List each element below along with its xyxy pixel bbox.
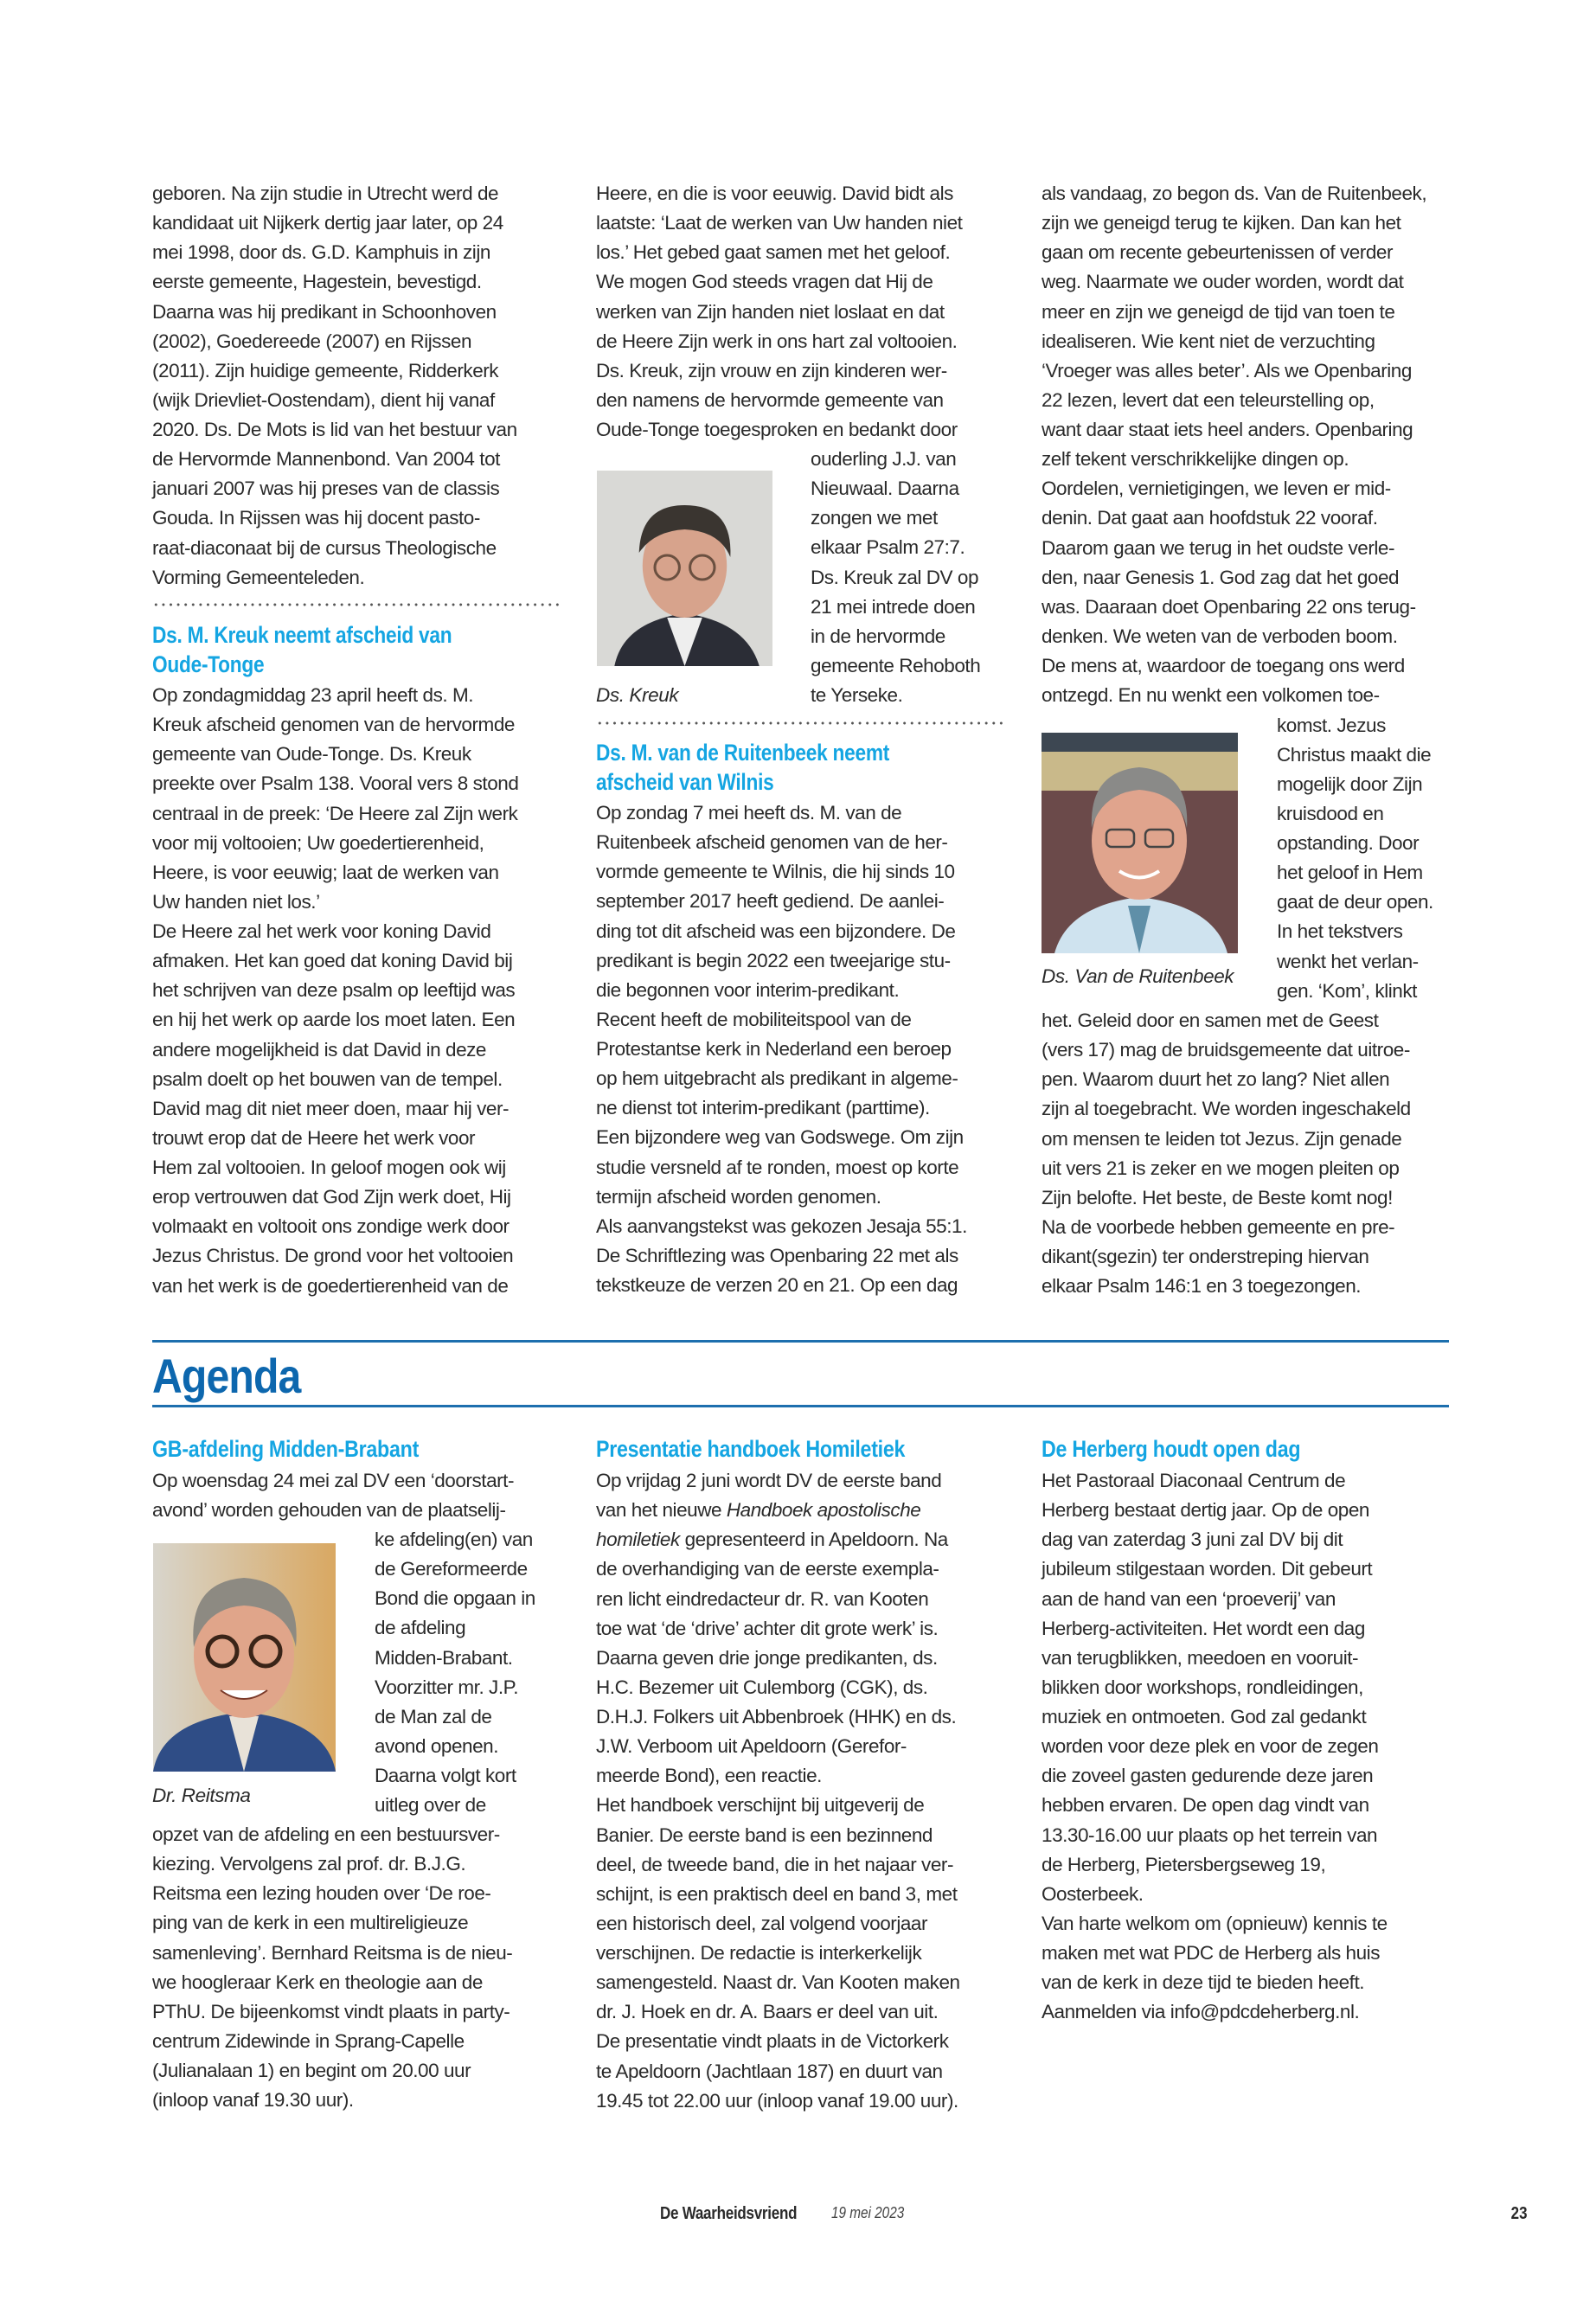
text-line: Reitsma een lezing houden over ‘De roe- xyxy=(152,1882,491,1905)
text-line: want daar staat iets heel anders. Openbaring xyxy=(1042,419,1413,440)
text-line: psalm doelt op het bouwen van de tempel. xyxy=(152,1067,503,1090)
text-line: PThU. De bijeenkomst vindt plaats in party- xyxy=(152,2000,510,2022)
text-line: Protestantse kerk in Nederland een beroep xyxy=(596,1038,952,1060)
text-line: was. Daaraan doet Openbaring 22 ons terug- xyxy=(1042,595,1416,618)
text-line: de Heere Zijn werk in ons hart zal voltooien. xyxy=(596,330,958,352)
text-line: van het werk is de goedertierenheid van de xyxy=(152,1274,509,1297)
text-line: Oosterbeek. xyxy=(1042,1882,1144,1905)
text-line xyxy=(596,1525,960,1554)
photo-caption: Ds. Kreuk xyxy=(596,684,679,706)
text-line: mogelijk door Zijn xyxy=(1277,772,1423,795)
text-line: op hem uitgebracht als predikant in algeme- xyxy=(596,1067,958,1090)
text-line: ke afdeling(en) van xyxy=(375,1529,533,1550)
text-line: raat-diaconaat bij de cursus Theologische xyxy=(152,536,497,559)
text-line: geboren. Na zijn studie in Utrecht werd de xyxy=(152,183,499,204)
text-line: Heere, en die is voor eeuwig. David bidt als xyxy=(596,183,953,204)
text-line: Uw handen niet los.’ xyxy=(152,890,320,913)
text-line: opstanding. Door xyxy=(1277,832,1420,854)
text-line: idealiseren. Wie kent niet de verzuchting xyxy=(1042,330,1375,352)
text-line: gaan om recente gebeurtenissen of verder xyxy=(1042,241,1394,264)
dotted-separator xyxy=(152,603,561,606)
photo-caption: Ds. Van de Ruitenbeek xyxy=(1042,965,1234,987)
text-line: komst. Jezus xyxy=(1277,714,1386,736)
text-line: kruisdood en xyxy=(1277,802,1384,824)
text-line: Herberg bestaat dertig jaar. Op de open xyxy=(1042,1499,1369,1522)
text-line: Daarna geven drie jonge predikanten, ds. xyxy=(596,1646,938,1669)
text-line: Christus maakt die xyxy=(1277,743,1432,766)
page-number: 23 xyxy=(1510,2204,1528,2223)
dotted-separator xyxy=(596,721,1004,725)
text-line: Herberg-activiteiten. Het wordt een dag xyxy=(1042,1617,1365,1639)
text-line: die zoveel gasten gedurende deze jaren xyxy=(1042,1765,1374,1787)
text-line: Op vrijdag 2 juni wordt DV de eerste band xyxy=(596,1470,942,1491)
text-line: zijn al toegebracht. We worden ingeschakeld xyxy=(1042,1098,1411,1120)
text-line: avond’ worden gehouden van de plaatselij- xyxy=(152,1499,506,1522)
text-line: zongen we met xyxy=(811,507,938,529)
text-line: Oude-Tonge xyxy=(152,651,265,678)
text-line: Op zondag 7 mei heeft ds. M. van de xyxy=(596,802,902,824)
text-line: en hij het werk op aarde los moet laten. Een xyxy=(152,1009,516,1031)
text-line: H.C. Bezemer uit Culemborg (CGK), ds. xyxy=(596,1676,928,1698)
text-line: elkaar Psalm 146:1 en 3 toegezongen. xyxy=(1042,1275,1362,1298)
text-line: elkaar Psalm 27:7. xyxy=(811,536,965,559)
text-line: Op woensdag 24 mei zal DV een ‘doorstart- xyxy=(152,1470,515,1491)
text-line: Daarom gaan we terug in het oudste verle- xyxy=(1042,536,1395,559)
text-line: afmaken. Het kan goed dat koning David bij xyxy=(152,950,513,972)
text-line: Jezus Christus. De grond voor het voltooien xyxy=(152,1245,514,1267)
text-line: maken met wat PDC de Herberg als huis xyxy=(1042,1942,1381,1964)
text-line: den namens de hervormde gemeente van xyxy=(596,388,944,411)
text-line: 19.45 tot 22.00 uur (inloop vanaf 19.00 uur). xyxy=(596,2089,958,2112)
publication-name: De Waarheidsvriend xyxy=(660,2204,798,2223)
text-line: De Heere zal het werk voor koning David xyxy=(152,920,491,942)
text-line: Ruitenbeek afscheid genomen van de her- xyxy=(596,831,948,854)
text-line: Nieuwaal. Daarna xyxy=(811,478,959,500)
text-line: trouwt erop dat de Heere het werk voor xyxy=(152,1126,476,1149)
text-line: Oude-Tonge toegesproken en bedankt door xyxy=(596,419,958,440)
text-line: Ds. Kreuk, zijn vrouw en zijn kinderen wer- xyxy=(596,359,947,381)
text-line: ouderling J.J. van xyxy=(811,448,957,470)
text-line: de afdeling xyxy=(375,1617,466,1639)
text-line: weg. Naarmate we ouder worden, wordt dat xyxy=(1042,271,1404,293)
text-line: centrum Zidewinde in Sprang-Capelle xyxy=(152,2029,465,2052)
text-line: januari 2007 was hij preses van de classis xyxy=(152,478,500,500)
text-line: kiezing. Vervolgens zal prof. dr. B.J.G. xyxy=(152,1853,466,1875)
text-line: Voorzitter mr. J.P. xyxy=(375,1676,519,1698)
text-line xyxy=(596,1496,960,1525)
text-line: Aanmelden via info@pdcdeherberg.nl. xyxy=(1042,2001,1360,2023)
text-line: Daarna was hij predikant in Schoonhoven xyxy=(152,300,497,323)
text-line: uit vers 21 is zeker en we mogen pleiten op xyxy=(1042,1157,1400,1179)
text-line: werken van Zijn handen niet loslaat en dat xyxy=(596,300,945,323)
text-line: Ds. Kreuk zal DV op xyxy=(811,566,979,588)
text-line: ping van de kerk in een multireligieuze xyxy=(152,1912,469,1934)
text-line: Het handboek verschijnt bij uitgeverij de xyxy=(596,1794,925,1817)
text-line: Daarna volgt kort xyxy=(375,1765,516,1786)
text-line: ne dienst tot interim-predikant (parttime). xyxy=(596,1097,930,1119)
text-line: los.’ Het gebed gaat samen met het geloof. xyxy=(596,241,951,264)
text-line: die begonnen voor interim-predikant. xyxy=(596,978,900,1001)
text-line: de Herberg, Pietersbergseweg 19, xyxy=(1042,1853,1326,1875)
text-line: (wijk Drievliet-Oostendam), dient hij vanaf xyxy=(152,388,495,411)
text-line: Banier. De eerste band is een bezinnend xyxy=(596,1823,933,1846)
text-line: samenleving’. Bernhard Reitsma is de nieu- xyxy=(152,1941,513,1964)
text-line: een historisch deel, zal volgend voorjaar xyxy=(596,1912,928,1934)
text-line: het schrijven van deze psalm op leeftijd was xyxy=(152,979,516,1002)
text-line: meer en zijn we geneigd de tijd van toen te xyxy=(1042,300,1395,323)
text-line: Heere, is voor eeuwig; laat de werken van xyxy=(152,861,499,883)
article-body-kreuk-col1 xyxy=(152,681,518,1301)
article-body-ruitenbeek-end xyxy=(1042,1006,1411,1301)
text-line: Hem zal voltooien. In geloof mogen ook wij xyxy=(152,1157,506,1178)
agenda-title: Agenda xyxy=(152,1349,301,1403)
article-heading-kreuk xyxy=(152,620,509,679)
italic-text: homiletiek xyxy=(596,1529,680,1551)
text-line: dr. J. Hoek en dr. A. Baars er deel van uit. xyxy=(596,2001,939,2023)
text-line: voor mij voltooien; Uw goedertierenheid, xyxy=(152,831,484,854)
text-line: gen. ‘Kom’, klinkt xyxy=(1277,979,1417,1002)
text-line: te Apeldoorn (Jachtlaan 187) en duurt van xyxy=(596,2060,943,2082)
text-line: ontzegd. En nu wenkt een volkomen toe- xyxy=(1042,684,1380,707)
text-line: de Hervormde Mannenbond. Van 2004 tot xyxy=(152,448,500,471)
text-line: als vandaag, zo begon ds. Van de Ruitenbeek, xyxy=(1042,183,1427,204)
text-line: vormde gemeente te Wilnis, die hij sinds 10 xyxy=(596,861,955,883)
text-line: schijnt, is een praktisch deel en band 3, met xyxy=(596,1882,958,1905)
text-line: laatste: ‘Laat de werken van Uw handen niet xyxy=(596,212,963,234)
text-line: termijn afscheid worden genomen. xyxy=(596,1185,881,1208)
agenda-bottom-rule xyxy=(152,1405,1449,1407)
text-line: denken. We weten van de verboden boom. xyxy=(1042,625,1398,647)
text-line: verschijnen. De redactie is interkerkelijk xyxy=(596,1942,922,1964)
agenda-body-gb-afdeling-end xyxy=(152,1820,512,2115)
text-line: centraal in de preek: ‘De Heere zal Zijn werk xyxy=(152,802,518,824)
text-line: Vorming Gemeenteleden. xyxy=(152,566,365,588)
text-line: muziek en ontmoeten. God zal gedankt xyxy=(1042,1706,1367,1727)
text-line: het geloof in Hem xyxy=(1277,862,1423,884)
text-line: Als aanvangstekst was gekozen Jesaja 55:1. xyxy=(596,1215,967,1237)
text-line: J.W. Verboom uit Apeldoorn (Gerefor- xyxy=(596,1735,907,1758)
article-heading-ruitenbeek xyxy=(596,738,945,797)
text-line: van de kerk in deze tijd te bieden heeft. xyxy=(1042,1971,1365,1994)
photo-caption: Dr. Reitsma xyxy=(152,1785,251,1806)
article-body-kreuk-col2 xyxy=(596,179,962,445)
text-line: de Man zal de xyxy=(375,1705,492,1727)
text-line: Na de voorbede hebben gemeente en pre- xyxy=(1042,1215,1395,1238)
text-line: 21 mei intrede doen xyxy=(811,595,976,618)
text-line: volmaakt en voltooit ons zondige werk door xyxy=(152,1215,510,1238)
text-line: studie versneld af te ronden, moest op korte xyxy=(596,1156,959,1178)
text-line: David mag dit niet meer doen, maar hij ver- xyxy=(152,1097,510,1119)
footer-publication xyxy=(660,2204,905,2224)
text-line: ‘Vroeger was alles beter’. Als we Openbaring xyxy=(1042,359,1412,381)
photo-dr-reitsma xyxy=(153,1543,336,1772)
text-line: het. Geleid door en samen met de Geest xyxy=(1042,1009,1379,1031)
article-continuation-text xyxy=(152,179,517,593)
text-line: blikken door workshops, rondleidingen, xyxy=(1042,1676,1363,1698)
text-segment: van het nieuwe xyxy=(596,1499,727,1522)
text-line: uitleg over de xyxy=(375,1794,486,1817)
text-line: Bond die opgaan in xyxy=(375,1587,535,1610)
text-line: de Gereformeerde xyxy=(375,1558,528,1580)
text-line: denin. Dat gaat aan hoofdstuk 22 vooraf. xyxy=(1042,507,1378,529)
text-line: eerste gemeente, Hagestein, bevestigd. xyxy=(152,271,482,293)
text-line: mei 1998, door ds. G.D. Kamphuis in zijn xyxy=(152,241,490,264)
text-line: Op zondagmiddag 23 april heeft ds. M. xyxy=(152,684,474,706)
text-line: Kreuk afscheid genomen van de hervormde xyxy=(152,714,515,736)
photo-ds-kreuk xyxy=(597,471,772,666)
text-line: (Julianalaan 1) en begint om 20.00 uur xyxy=(152,2060,471,2081)
text-segment: gepresenteerd in Apeldoorn. Na xyxy=(679,1529,948,1551)
text-line: predikant is begin 2022 een tweejarige stu- xyxy=(596,949,951,971)
text-line: preekte over Psalm 138. Vooral vers 8 stond xyxy=(152,772,519,795)
text-line: erop vertrouwen dat God Zijn werk doet, Hij xyxy=(152,1186,511,1208)
text-line: aan de hand van een ‘proeverij’ van xyxy=(1042,1587,1336,1610)
text-line: den, naar Genesis 1. God zag dat het goed xyxy=(1042,566,1400,588)
text-line: avond openen. xyxy=(375,1734,499,1757)
text-line: Het Pastoraal Diaconaal Centrum de xyxy=(1042,1470,1346,1491)
agenda-body-homiletiek xyxy=(596,1466,960,2116)
text-line: we hoogleraar Kerk en theologie aan de xyxy=(152,1971,483,1993)
agenda-top-rule xyxy=(152,1340,1449,1343)
text-line: De presentatie vindt plaats in de Victorkerk xyxy=(596,2030,949,2053)
text-line: In het tekstvers xyxy=(1277,920,1403,943)
text-line: zelf tekent verschrikkelijke dingen op. xyxy=(1042,448,1349,471)
text-line: pen. Waarom duurt het zo lang? Niet allen xyxy=(1042,1068,1390,1091)
text-line: gaat de deur open. xyxy=(1277,891,1433,913)
text-line: de overhandiging van de eerste exempla- xyxy=(596,1558,939,1580)
text-line: gemeente Rehoboth xyxy=(811,654,981,676)
agenda-body-gb-afdeling-beside-photo xyxy=(375,1525,535,1820)
text-line: toe wat ‘de ‘drive’ achter dit grote werk’ is. xyxy=(596,1617,939,1639)
text-line: opzet van de afdeling en een bestuursver- xyxy=(152,1823,500,1845)
text-line: De Schriftlezing was Openbaring 22 met als xyxy=(596,1244,958,1266)
text-line: hebben ervaren. De open dag vindt van xyxy=(1042,1794,1369,1817)
text-line: zijn we geneigd terug te kijken. Dan kan het xyxy=(1042,212,1401,234)
text-line: september 2017 heeft gediend. De aanlei- xyxy=(596,890,945,913)
text-line: ren licht eindredacteur dr. R. van Kooten xyxy=(596,1587,929,1610)
article-body-ruitenbeek-col2 xyxy=(596,798,967,1300)
text-line: samengesteld. Naast dr. Van Kooten maken xyxy=(596,1971,960,1994)
text-line: wenkt het verlan- xyxy=(1277,950,1419,972)
text-line: worden voor deze plek en voor de zegen xyxy=(1042,1735,1379,1758)
agenda-heading-herberg: De Herberg houdt open dag xyxy=(1042,1436,1301,1462)
agenda-heading-homiletiek: Presentatie handboek Homiletiek xyxy=(596,1436,906,1462)
text-line: jubileum stilgestaan worden. Dit gebeurt xyxy=(1042,1558,1373,1580)
agenda-body-herberg xyxy=(1042,1466,1388,2027)
text-line: ding tot dit afscheid was een bijzondere. De xyxy=(596,920,956,942)
text-line: andere mogelijkheid is dat David in deze xyxy=(152,1038,486,1061)
text-line: meerde Bond), een reactie. xyxy=(596,1765,822,1787)
text-line: dag van zaterdag 3 juni zal DV bij dit xyxy=(1042,1529,1343,1551)
text-line: (vers 17) mag de bruidsgemeente dat uitroe- xyxy=(1042,1039,1410,1061)
text-line: tekstkeuze de verzen 20 en 21. Op een dag xyxy=(596,1274,958,1296)
text-line: (2002), Goedereede (2007) en Rijssen xyxy=(152,330,472,352)
text-line: Recent heeft de mobiliteitspool van de xyxy=(596,1008,912,1030)
text-line: Oordelen, vernietigingen, we leven er mid- xyxy=(1042,478,1391,500)
text-line: (2011). Zijn huidige gemeente, Ridderkerk xyxy=(152,359,499,381)
text-line: van terugblikken, meedoen en vooruit- xyxy=(1042,1646,1359,1669)
text-line: in de hervormde xyxy=(811,625,945,647)
text-line: te Yerseke. xyxy=(811,684,903,706)
text-line: kandidaat uit Nijkerk dertig jaar later, op 24 xyxy=(152,212,503,234)
article-body-ruitenbeek-col3 xyxy=(1042,179,1426,710)
text-line: Ds. M. Kreuk neemt afscheid van xyxy=(152,622,452,648)
text-line: Midden-Brabant. xyxy=(375,1646,513,1669)
text-line: dikant(sgezin) ter onderstreping hiervan xyxy=(1042,1246,1369,1267)
text-line: 2020. Ds. De Mots is lid van het bestuur van xyxy=(152,419,517,440)
text-line: D.H.J. Folkers uit Abbenbroek (HHK) en ds. xyxy=(596,1706,957,1727)
text-line: 13.30-16.00 uur plaats op het terrein van xyxy=(1042,1823,1378,1846)
text-line: Gouda. In Rijssen was hij docent pasto- xyxy=(152,507,480,529)
photo-ds-van-de-ruitenbeek xyxy=(1042,733,1238,953)
text-line: Zijn belofte. Het beste, de Beste komt nog! xyxy=(1042,1186,1393,1208)
italic-text: Handboek apostolische xyxy=(726,1499,921,1522)
text-line: 22 lezen, levert dat een teleurstelling op, xyxy=(1042,388,1375,411)
agenda-body-gb-afdeling xyxy=(152,1466,514,1525)
text-line: Een bijzondere weg van Godswege. Om zijn xyxy=(596,1126,964,1149)
text-line: De mens at, waardoor de toegang ons werd xyxy=(1042,655,1405,676)
text-line: gemeente van Oude-Tonge. Ds. Kreuk xyxy=(152,743,471,766)
text-line: om mensen te leiden tot Jezus. Zijn genade xyxy=(1042,1127,1402,1150)
text-line: afscheid van Wilnis xyxy=(596,769,774,796)
text-line: Van harte welkom om (opnieuw) kennis te xyxy=(1042,1912,1388,1934)
article-body-ruitenbeek-beside-photo xyxy=(1277,711,1433,1006)
text-line: Ds. M. van de Ruitenbeek neemt xyxy=(596,740,890,766)
article-body-kreuk-beside-photo xyxy=(811,445,980,710)
issue-date: 19 mei 2023 xyxy=(831,2204,905,2221)
text-line: deel, de tweede band, die in het najaar ver- xyxy=(596,1853,953,1875)
text-line: We mogen God steeds vragen dat Hij de xyxy=(596,271,933,293)
text-line: (inloop vanaf 19.30 uur). xyxy=(152,2089,354,2112)
agenda-heading-gb-afdeling: GB-afdeling Midden-Brabant xyxy=(152,1436,420,1462)
